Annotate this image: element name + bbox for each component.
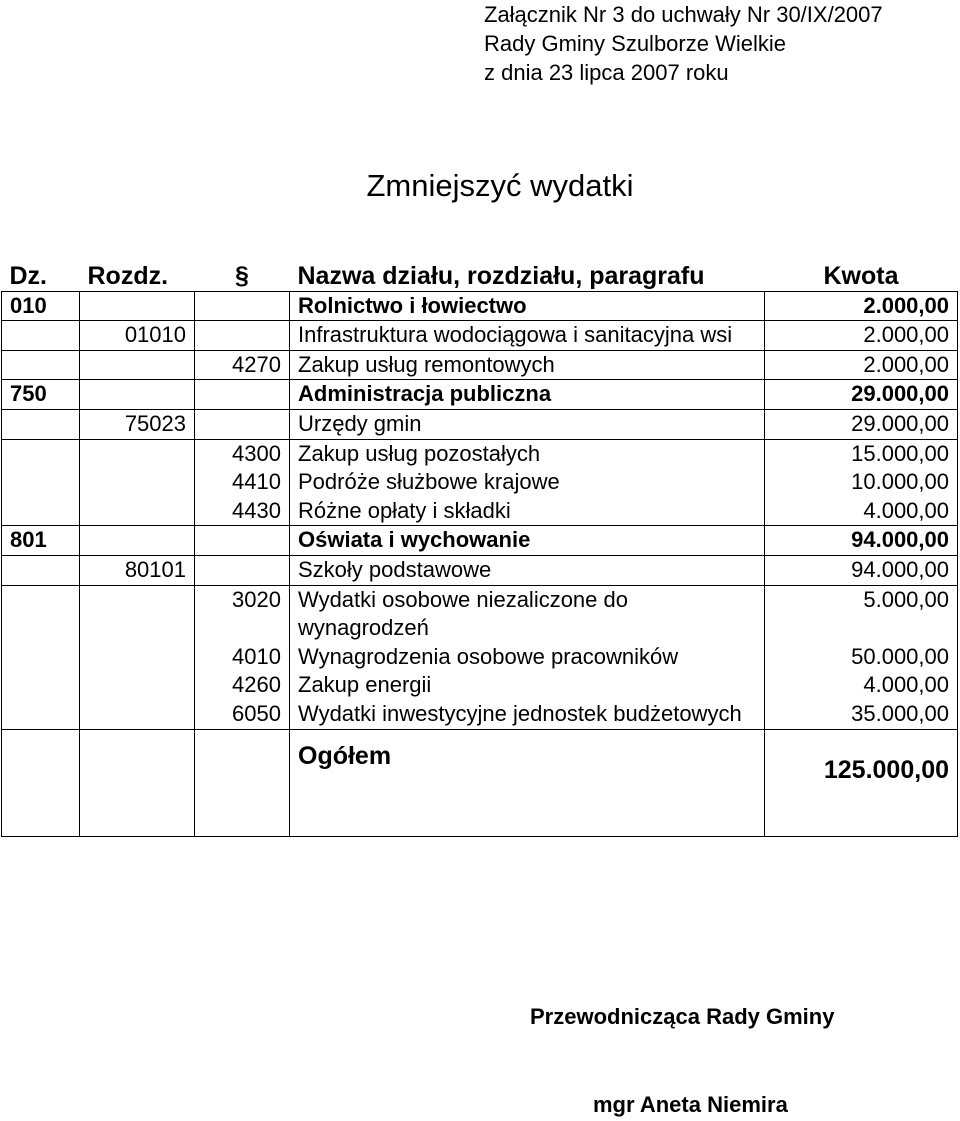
column-header-amount: Kwota [823, 262, 899, 290]
dz-cell [2, 439, 80, 526]
table-row [2, 409, 958, 439]
amount-cell: 2.000,00 [765, 321, 958, 351]
par-cell [195, 585, 290, 729]
par-cell: 4270 [195, 350, 290, 380]
par-cell [195, 409, 290, 439]
signature-title: Przewodnicząca Rady Gminy [530, 1004, 835, 1029]
total-amount: 125.000,00 [765, 729, 958, 836]
rozdz-cell: 01010 [80, 321, 195, 351]
amount-cell [765, 585, 958, 729]
total-label: Ogółem [290, 729, 765, 836]
paragraph-name: Wynagrodzenia osobowe pracowników [298, 643, 679, 669]
rozdz-cell [80, 291, 195, 321]
document-title: Zmniejszyć wydatki [366, 168, 634, 203]
rozdz-cell [80, 380, 195, 410]
paragraph-code: 6050 [232, 700, 281, 726]
name-cell: Szkoły podstawowe [290, 555, 765, 585]
dz-cell: 801 [2, 526, 80, 556]
dz-cell [2, 555, 80, 585]
header-line: z dnia 23 lipca 2007 roku [484, 60, 729, 85]
paragraph-amount: 15.000,00 [851, 440, 949, 466]
paragraph-code: 4260 [232, 672, 281, 698]
paragraph-amount: 4.000,00 [863, 672, 949, 698]
paragraph-code: 3020 [232, 586, 281, 612]
paragraph-amount: 10.000,00 [851, 469, 949, 495]
table-row [2, 380, 958, 410]
table-row [2, 321, 958, 351]
table-row [2, 555, 958, 585]
paragraph-code: 4300 [232, 440, 281, 466]
amount-cell: 2.000,00 [765, 291, 958, 321]
par-cell [195, 380, 290, 410]
paragraph-name: Różne opłaty i składki [298, 497, 511, 523]
amount-cell: 2.000,00 [765, 350, 958, 380]
par-cell [195, 439, 290, 526]
dz-cell [2, 729, 80, 836]
par-cell [195, 526, 290, 556]
dz-cell [2, 321, 80, 351]
par-cell [195, 291, 290, 321]
name-cell [290, 439, 765, 526]
amount-cell [765, 439, 958, 526]
name-cell: Administracja publiczna [290, 380, 765, 410]
column-header-dz: Dz. [9, 262, 47, 290]
rozdz-cell [80, 350, 195, 380]
expenditure-table [1, 262, 958, 837]
paragraph-name: Zakup energii [298, 672, 432, 698]
table-row [2, 585, 958, 729]
dz-cell: 750 [2, 380, 80, 410]
signature-name: mgr Aneta Niemira [593, 1092, 788, 1117]
paragraph-name: Wydatki osobowe niezaliczone do wynagrodzeń [298, 586, 628, 641]
rozdz-cell: 80101 [80, 555, 195, 585]
paragraph-name: Wydatki inwestycyjne jednostek budżetowych [298, 700, 742, 726]
column-header-rozdz: Rozdz. [87, 262, 169, 290]
name-cell: Rolnictwo i łowiectwo [290, 291, 765, 321]
table-header-row [2, 262, 958, 291]
rozdz-cell [80, 729, 195, 836]
name-cell: Oświata i wychowanie [290, 526, 765, 556]
paragraph-code: 4430 [232, 497, 281, 523]
column-header-paragraph: § [235, 262, 249, 290]
paragraph-code: 4410 [232, 469, 281, 495]
par-cell [195, 321, 290, 351]
rozdz-cell [80, 526, 195, 556]
amount-cell: 94.000,00 [765, 555, 958, 585]
paragraph-amount: 4.000,00 [863, 497, 949, 523]
par-cell [195, 729, 290, 836]
rozdz-cell [80, 439, 195, 526]
rozdz-cell [80, 585, 195, 729]
table-row [2, 439, 958, 526]
paragraph-name: Podróże służbowe krajowe [298, 469, 560, 495]
table-row [2, 350, 958, 380]
par-cell [195, 555, 290, 585]
column-header-name: Nazwa działu, rozdziału, paragrafu [297, 262, 705, 290]
paragraph-code: 4010 [232, 643, 281, 669]
total-row [2, 729, 958, 836]
header-line: Rady Gminy Szulborze Wielkie [484, 31, 786, 56]
dz-cell [2, 585, 80, 729]
paragraph-name: Zakup usług pozostałych [298, 440, 541, 466]
name-cell [290, 585, 765, 729]
dz-cell: 010 [2, 291, 80, 321]
header-line: Załącznik Nr 3 do uchwały Nr 30/IX/2007 [484, 2, 883, 27]
dz-cell [2, 350, 80, 380]
paragraph-amount: 35.000,00 [851, 700, 949, 726]
paragraph-amount: 50.000,00 [851, 643, 949, 669]
amount-cell: 94.000,00 [765, 526, 958, 556]
amount-cell: 29.000,00 [765, 409, 958, 439]
amount-cell: 29.000,00 [765, 380, 958, 410]
rozdz-cell: 75023 [80, 409, 195, 439]
name-cell: Infrastruktura wodociągowa i sanitacyjna wsi [290, 321, 765, 351]
paragraph-amount: 5.000,00 [863, 586, 949, 612]
name-cell: Zakup usług remontowych [290, 350, 765, 380]
table-row [2, 526, 958, 556]
name-cell: Urzędy gmin [290, 409, 765, 439]
table-row [2, 291, 958, 321]
document-header [484, 0, 883, 87]
dz-cell [2, 409, 80, 439]
